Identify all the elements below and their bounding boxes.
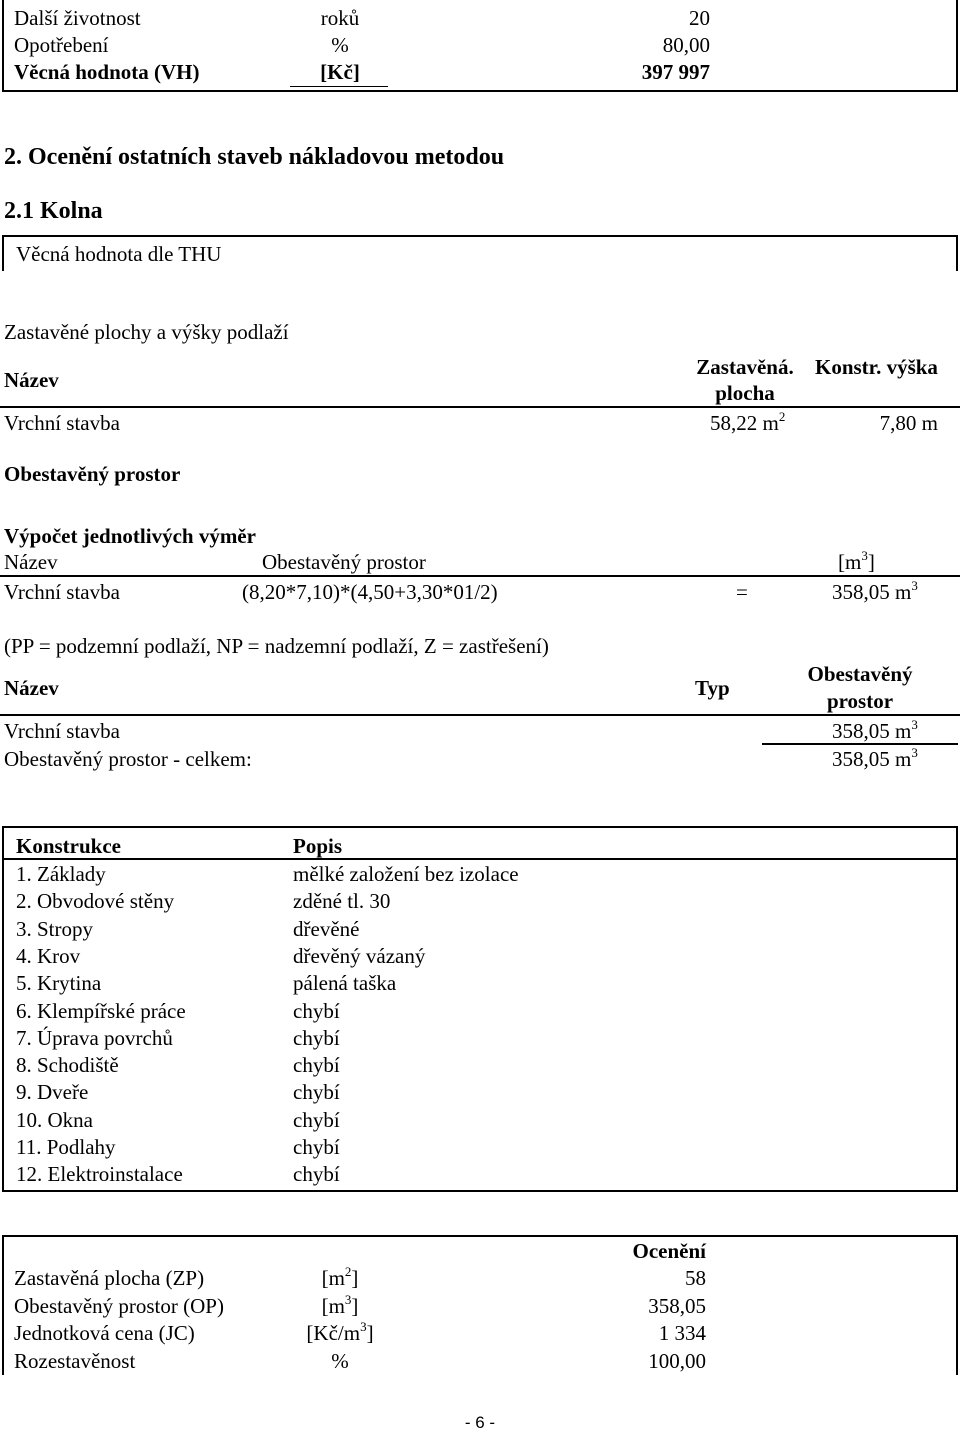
vymery-header-rule [0, 575, 960, 577]
konstrukce-row-name: 1. Základy [16, 862, 106, 886]
top-table-bottom-border [2, 90, 958, 92]
oceneni-right-border [956, 1235, 958, 1375]
oceneni-top-border [2, 1235, 958, 1237]
oceneni-row-unit: $[Kč/m^3]$ [306, 1319, 374, 1345]
top-table-right-border [956, 0, 958, 92]
konstrukce-row-desc: chybí [293, 1162, 340, 1186]
konstrukce-row-name: 11. Podlahy [16, 1135, 116, 1159]
oceneni-row-label: Rozestavěnost [14, 1349, 136, 1373]
konstrukce-row-name: 9. Dveře [16, 1080, 89, 1104]
vymery-row-name: Vrchní stavba [4, 580, 120, 604]
konstrukce-row-desc: chybí [293, 1053, 340, 1077]
konstrukce-row-desc: mělké založení bez izolace [293, 862, 519, 886]
top-row-unit: % [331, 33, 349, 57]
obestaveny-title: Obestavěný prostor [4, 462, 181, 486]
oceneni-row-value: 358,05 [648, 1294, 706, 1318]
konstrukce-row-desc: chybí [293, 1026, 340, 1050]
areas-col-area-line1: Zastavěná. [696, 355, 794, 379]
section-heading: 2. Ocenění ostatních staveb nákladovou metodou [4, 144, 505, 170]
areas-col-name: Název [4, 368, 59, 392]
summary-col-type: Typ [695, 676, 730, 700]
konstrukce-table [2, 826, 958, 1192]
konstrukce-row-desc: chybí [293, 1080, 340, 1104]
vymery-col-unit: $[m^3]$ [838, 548, 875, 574]
vymery-row-formula: (8,20*7,10)*(4,50+3,30*01/2) [242, 580, 498, 604]
konstrukce-row-desc: chybí [293, 999, 340, 1023]
top-row-value: 20 [689, 6, 710, 30]
konstrukce-row-name: 6. Klempířské práce [16, 999, 186, 1023]
vymery-row-value: 358,05 $m^3$ [832, 578, 918, 604]
areas-row-height: 7,80 m [879, 411, 938, 435]
konstrukce-row-name: 2. Obvodové stěny [16, 889, 175, 913]
oceneni-row-value: 58 [685, 1266, 706, 1290]
summary-total-rule [762, 743, 958, 745]
legend-note: (PP = podzemní podlaží, NP = nadzemní podlaží, Z = zastřešení) [4, 634, 549, 658]
oceneni-row-value: 1 334 [658, 1321, 706, 1345]
vymery-col-name: Název [4, 550, 58, 574]
top-row-unit: roků [320, 6, 360, 30]
summary-col-name: Název [4, 676, 59, 700]
top-row-label-vh: Věcná hodnota (VH) [14, 60, 200, 84]
konstrukce-header-rule [4, 858, 956, 860]
oceneni-row-label: Zastavěná plocha (ZP) [14, 1266, 205, 1290]
konstrukce-row-name: 4. Krov [16, 944, 81, 968]
thu-box [2, 235, 958, 271]
areas-row-area: 58,22 $m^2$ [710, 409, 786, 435]
top-row-unit-vh: [Kč] [320, 60, 360, 84]
oceneni-header: Ocenění [632, 1239, 706, 1263]
konstrukce-row-desc: dřevěný vázaný [293, 944, 426, 968]
top-row-label: Opotřebení [14, 33, 109, 57]
konstrukce-row-name: 7. Úprava povrchů [16, 1026, 173, 1050]
konstrukce-row-desc: zděné tl. 30 [293, 889, 391, 913]
summary-row-name: Vrchní stavba [4, 719, 120, 743]
top-row-label: Další životnost [14, 6, 141, 30]
konstrukce-row-desc: chybí [293, 1108, 340, 1132]
thu-box-label: Věcná hodnota dle THU [16, 242, 222, 266]
areas-title: Zastavěné plochy a výšky podlaží [4, 320, 289, 344]
areas-col-area-line2: plocha [715, 381, 775, 405]
vymery-title: Výpočet jednotlivých výměr [4, 524, 256, 548]
areas-row-name: Vrchní stavba [4, 411, 120, 435]
vymery-row-eq: = [736, 580, 748, 604]
vh-unit-underline [290, 86, 388, 87]
konstrukce-col-konstrukce: Konstrukce [16, 834, 121, 858]
konstrukce-row-desc: dřevěné [293, 917, 360, 941]
summary-col-space-line2: prostor [826, 689, 894, 713]
areas-header-rule [0, 406, 960, 408]
konstrukce-row-name: 12. Elektroinstalace [16, 1162, 183, 1186]
konstrukce-row-name: 5. Krytina [16, 971, 102, 995]
summary-header-rule [0, 714, 960, 716]
summary-row-value: 358,05 $m^3$ [832, 717, 918, 743]
subsection-heading: 2.1 Kolna [4, 198, 103, 224]
page-number: - 6 - [464, 1413, 496, 1432]
konstrukce-row-name: 8. Schodiště [16, 1053, 119, 1077]
top-table-left-border [2, 0, 4, 92]
konstrukce-row-desc: pálená taška [293, 971, 397, 995]
top-row-value-vh: 397 997 [641, 60, 710, 84]
konstrukce-row-name: 3. Stropy [16, 917, 94, 941]
konstrukce-row-name: 10. Okna [16, 1108, 93, 1132]
oceneni-left-border [2, 1235, 4, 1375]
summary-total-value: 358,05 $m^3$ [832, 745, 918, 771]
oceneni-row-label: Jednotková cena (JC) [14, 1321, 195, 1345]
top-row-value: 80,00 [662, 33, 710, 57]
summary-col-space-line1: Obestavěný [807, 662, 913, 686]
summary-total-label: Obestavěný prostor - celkem: [4, 747, 252, 771]
oceneni-row-unit: $[m^3]$ [321, 1292, 359, 1318]
oceneni-row-value: 100,00 [648, 1349, 706, 1373]
konstrukce-row-desc: chybí [293, 1135, 340, 1159]
oceneni-row-unit: % [331, 1349, 349, 1373]
areas-col-height: Konstr. výška [815, 355, 938, 379]
vymery-col-space: Obestavěný prostor [262, 550, 426, 574]
konstrukce-col-popis: Popis [293, 834, 343, 858]
oceneni-row-unit: $[m^2]$ [321, 1264, 359, 1290]
oceneni-row-label: Obestavěný prostor (OP) [14, 1294, 224, 1318]
